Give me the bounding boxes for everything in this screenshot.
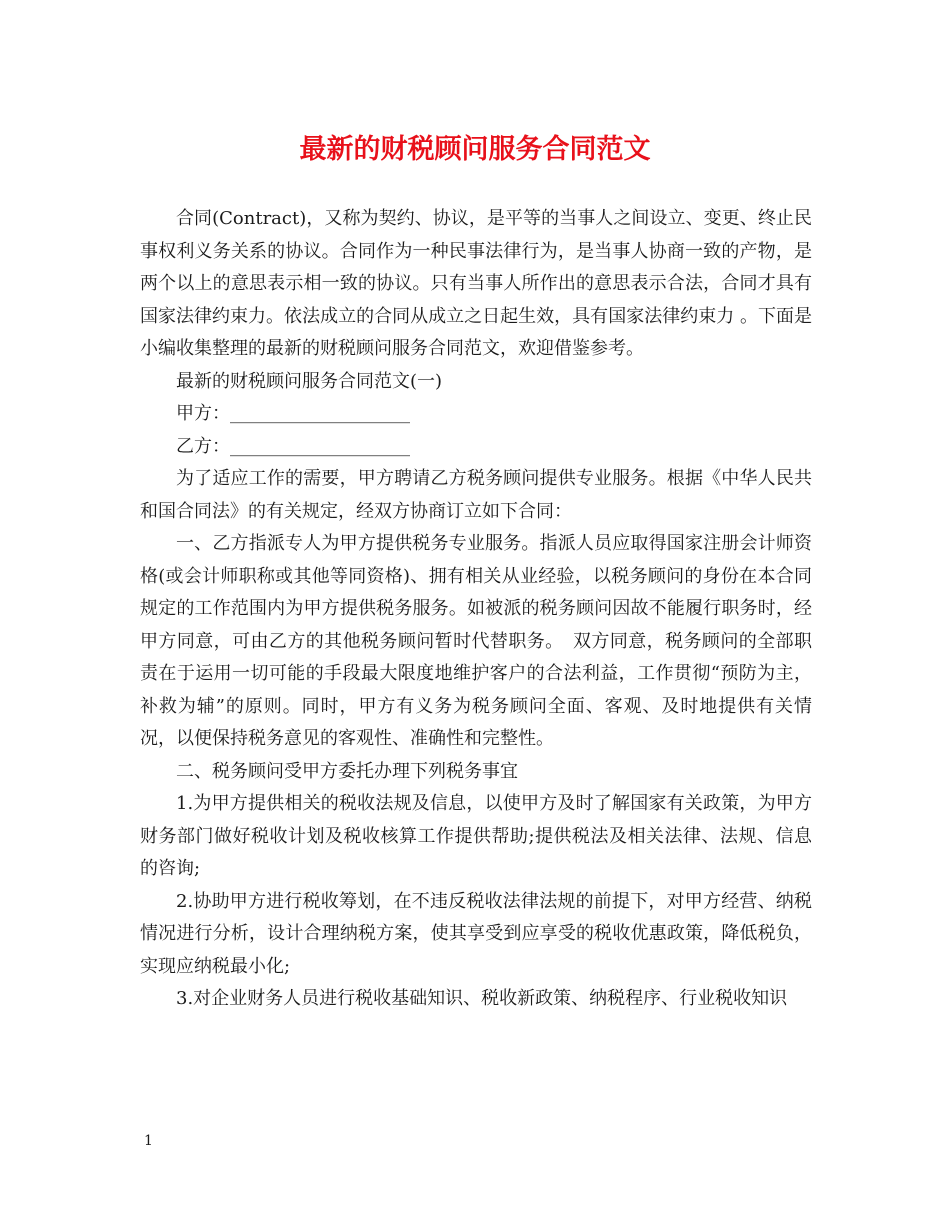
paragraph-item-3: 3.对企业财务人员进行税收基础知识、税收新政策、纳税程序、行业税收知识 (176, 988, 788, 1009)
paragraph-item-1: 1.为甲方提供相关的税收法规及信息，以使甲方及时了解国家有关政策，为甲方财务部门做好税收计划及税收核算工作提供帮助;提供税法及相关法律、法规、信息的咨询; (140, 793, 812, 879)
paragraph-party-b: 乙方：____________________ (176, 435, 410, 457)
document-body (140, 203, 812, 1016)
paragraph-intro: 合同(Contract)，又称为契约、协议，是平等的当事人之间设立、变更、终止民事权利义务关系的协议。合同作为一种民事法律行为，是当事人协商一致的产物，是两个以上的意思表示相一致的协议。只有当事人所作出的意思表示合法，合同才具有国家法律约束力。依法成立的合同从成立之日起生效，具有国家法律约束力 。下面是小编收集整理的最新的财税顾问服务合同范文，欢迎借鉴参考。 (140, 208, 812, 359)
paragraph-clause-1: 一、乙方指派专人为甲方提供税务专业服务。指派人员应取得国家注册会计师资格(或会计师职称或其他等同资格)、拥有相关从业经验，以税务顾问的身份在本合同规定的工作范围内为甲方提供税务服务。如被派的税务顾问因故不能履行职务时，经甲方同意，可由乙方的其他税务顾问暂时代替职务。 双方同意，税务顾问的全部职责在于运用一切可能的手段最大限度地维护客户的合法利益，工作贯彻“预防为主，补救为辅”的原则。同时，甲方有义务为税务顾问全面、客观、及时地提供有关情况，以便保持税务意见的客观性、准确性和完整性。 (140, 533, 812, 749)
paragraph-party-a: 甲方：____________________ (176, 403, 410, 424)
document-title: 最新的财税顾问服务合同范文 (299, 134, 651, 165)
paragraph-item-2: 2.协助甲方进行税收筹划，在不违反税收法律法规的前提下，对甲方经营、纳税情况进行分析，设计合理纳税方案，使其享受到应享受的税收优惠政策，降低税负，实现应纳税最小化; (140, 890, 812, 977)
paragraph-preamble: 为了适应工作的需要，甲方聘请乙方税务顾问提供专业服务。根据《中华人民共和国合同法》的有关规定，经双方协商订立如下合同： (140, 468, 812, 522)
paragraph-sample-heading: 最新的财税顾问服务合同范文(一) (176, 370, 443, 392)
paragraph-clause-2-heading: 二、税务顾问受甲方委托办理下列税务事宜 (176, 760, 518, 782)
page-number: 1 (144, 1133, 153, 1149)
